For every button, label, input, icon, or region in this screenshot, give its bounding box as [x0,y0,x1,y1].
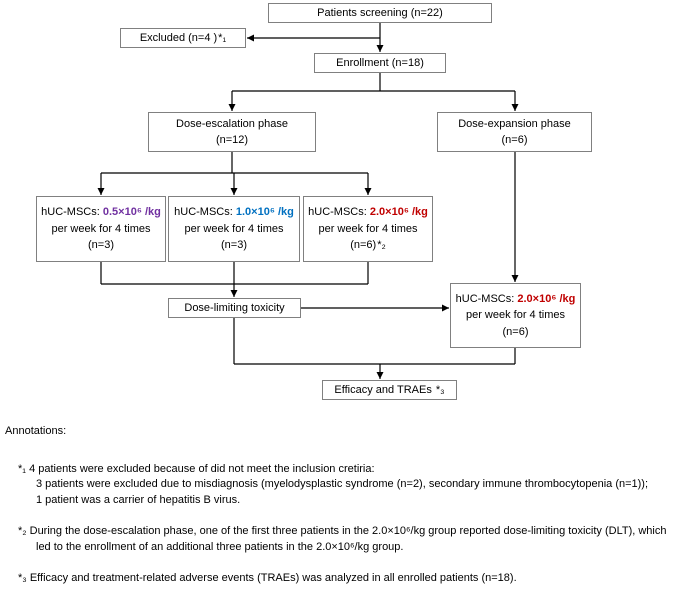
dose-high-schedule: per week for 4 times [318,222,418,235]
annotation-note-2 [18,524,697,555]
efficacy-box [322,380,457,400]
dose-high-count: (n=6) [350,239,377,252]
annotation-note-1 [18,462,697,509]
dose-high-prefix: hUC-MSCs: [308,206,370,219]
dose-mid-box [168,196,300,262]
expansion-dose-box [450,283,581,348]
annotation-note-3 [18,571,697,587]
dlt-box [168,298,301,318]
dose-mid-count: (n=3) [221,239,247,252]
enrollment-box [314,53,446,73]
expansion-dose-value: 2.0×10⁶ /kg [517,292,576,305]
dlt-label: Dose-limiting toxicity [184,301,285,314]
screening-label: Patients screening (n=22) [317,6,443,19]
dose-mid-schedule: per week for 4 times [184,222,284,235]
enrollment-label: Enrollment (n=18) [336,56,424,69]
efficacy-footnote-marker: *₃ [435,383,445,396]
note-3-marker: *₃ [18,572,27,584]
note-1-marker: *₁ [18,462,26,475]
expansion-count: (n=6) [501,134,528,146]
note-2-line-1: During the dose-escalation phase, one of the first three patients in the 2.0×10⁶/kg group reported dose-limiting toxicity (DLT), which [29,525,667,537]
excluded-label: Excluded (n=4 ) [139,31,218,44]
note-1-line-3: 1 patient was a carrier of hepatitis B virus. [36,493,241,506]
note-2-line-2: led to the enrollment of an additional three patients in the 2.0×10⁶/kg group. [36,540,404,553]
note-3-line-1: Efficacy and treatment-related adverse events (TRAEs) was analyzed in all enrolled patients (n=18). [29,572,517,584]
dose-low-prefix: hUC-MSCs: [41,206,103,219]
dose-expansion-box [437,112,592,152]
expansion-dose-schedule: per week for 4 times [465,309,566,322]
excluded-box [120,28,246,48]
dose-low-box [36,196,166,262]
dose-high-value: 2.0×10⁶ /kg [369,206,428,219]
dose-escalation-box [148,112,316,152]
expansion-dose-count: (n=6) [502,325,529,338]
dose-low-value: 0.5×10⁶ /kg [102,206,161,219]
annotations-section [5,424,697,592]
dose-low-count: (n=3) [88,239,114,252]
annotations-title: Annotations: [5,425,67,437]
screening-box [268,3,492,23]
note-1-line-2: 3 patients were excluded due to misdiagnosis (myelodysplastic syndrome (n=2), secondary immune thrombocytopenia (n=1)); [36,478,649,490]
expansion-title: Dose-expansion phase [458,117,571,130]
escalation-title: Dose-escalation phase [176,117,288,130]
dose-mid-value: 1.0×10⁶ /kg [235,206,294,219]
dose-low-schedule: per week for 4 times [51,222,151,235]
efficacy-label: Efficacy and TRAEs [334,383,432,396]
escalation-count: (n=12) [215,134,249,146]
dose-high-footnote-marker: *₂ [377,239,386,252]
excluded-footnote-marker: *₁ [218,31,227,44]
note-2-marker: *₂ [18,525,27,537]
dose-mid-prefix: hUC-MSCs: [174,206,236,219]
note-1-line-1: 4 patients were excluded because of did not meet the inclusion cretiria: [29,462,375,475]
dose-high-box [303,196,433,262]
expansion-dose-prefix: hUC-MSCs: [455,292,518,305]
